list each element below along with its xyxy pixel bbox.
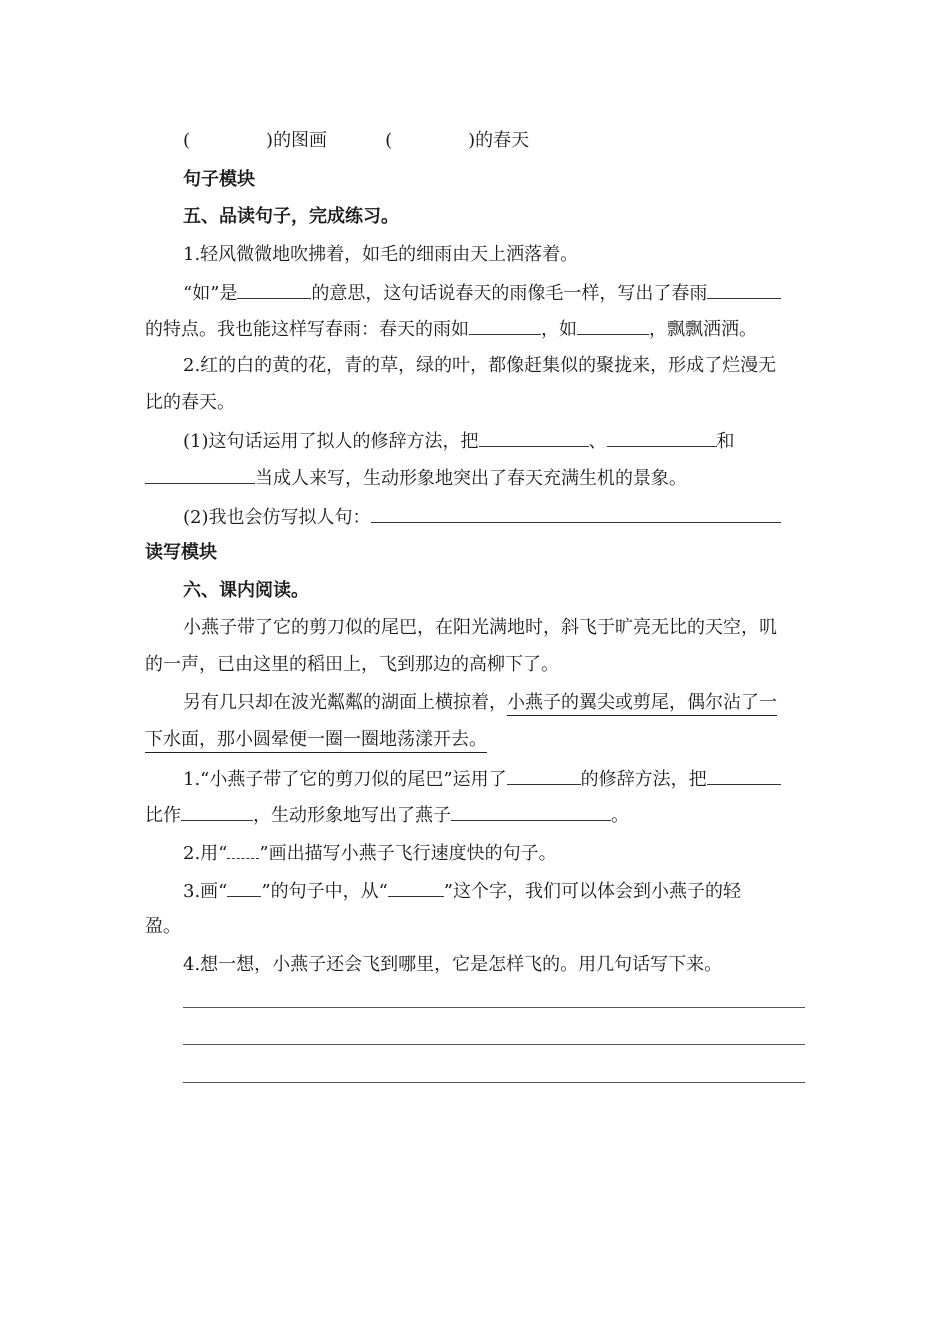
sentence-2-q1-line1	[183, 428, 810, 455]
reading-q3-line1	[183, 878, 810, 905]
underline-sample	[227, 878, 261, 897]
q-text: ，生动形象地写出了燕子	[253, 805, 451, 826]
q-text: 和	[716, 431, 735, 452]
q-text: ”的句子中，从“	[261, 881, 388, 902]
q-text: 的特点。我也能这样写春雨：春天的雨如	[145, 319, 469, 340]
writing-line[interactable]	[183, 1082, 805, 1083]
sentence-1: 1.轻风微微地吹拂着，如毛的细雨由天上洒落着。	[183, 244, 579, 265]
passage-para1-line2: 的一声，已由这里的稻田上，飞到那边的高柳下了。	[145, 654, 559, 675]
writing-line[interactable]	[183, 1007, 805, 1008]
paren-open-2: (	[385, 130, 393, 151]
answer-blank[interactable]	[145, 465, 255, 484]
sentence-1-question-line2	[145, 316, 810, 343]
answer-blank[interactable]	[507, 766, 581, 785]
answer-blank[interactable]	[479, 428, 589, 447]
q-text: 、	[588, 431, 607, 452]
q-text: ”画出描写小燕子飞行速度快的句子。	[259, 843, 557, 864]
q-text: ”这个字，我们可以体会到小燕子的轻	[443, 881, 741, 902]
sentence-2-line2: 比的春天。	[145, 392, 235, 413]
underlined-sentence: 小燕子的翼尖或剪尾，偶尔沾了一	[507, 692, 777, 716]
question-6-title: 六、课内阅读。	[183, 580, 309, 601]
answer-blank[interactable]	[388, 878, 444, 897]
answer-blank[interactable]	[451, 802, 611, 821]
q-text: 3.画“	[183, 881, 228, 902]
q-text: (2)我也会仿写拟人句：	[183, 507, 371, 528]
q-text: (1)这句话运用了拟人的修辞方法，把	[183, 431, 479, 452]
passage-para1-line1: 小燕子带了它的剪刀似的尾巴，在阳光满地时，斜飞于旷亮无比的天空，叽	[183, 617, 777, 638]
sentence-2-q2	[183, 504, 810, 531]
answer-blank[interactable]	[607, 428, 717, 447]
q-text: 1.“小燕子带了它的剪刀似的尾巴”运用了	[183, 769, 507, 790]
q-text: 的意思，这句话说春天的雨像毛一样，写出了春雨	[311, 283, 708, 304]
sentence-2-line1: 2.红的白的黄的花，青的草，绿的叶，都像赶集似的聚拢来，形成了烂漫无	[183, 355, 777, 376]
phrase-chuntian: 的春天	[475, 130, 530, 151]
q-text: 2.用“	[183, 843, 228, 864]
fill-row-top	[183, 128, 810, 154]
answer-blank[interactable]	[577, 316, 649, 335]
reading-q2	[183, 840, 810, 867]
q-text: 比作	[145, 805, 181, 826]
q-text: 的修辞方法，把	[580, 769, 707, 790]
paren-close-1: )	[266, 130, 274, 151]
answer-blank[interactable]	[237, 280, 311, 299]
question-5-title: 五、品读句子，完成练习。	[183, 206, 399, 227]
paren-close-2: )	[468, 130, 476, 151]
q-text: “如”是	[183, 283, 238, 304]
writing-line[interactable]	[183, 1044, 805, 1045]
passage-text: 另有几只却在波光粼粼的湖面上横掠着，	[183, 692, 507, 713]
section-heading-reading: 读写模块	[145, 542, 217, 563]
phrase-tuhua: 的图画	[273, 130, 328, 151]
answer-blank[interactable]	[469, 316, 541, 335]
q-text: ，飘飘洒洒。	[649, 319, 757, 340]
reading-q1-line2	[145, 802, 810, 829]
passage-para2-line1	[183, 690, 810, 716]
q-text: 当成人来写，生动形象地突出了春天充满生机的景象。	[255, 468, 687, 489]
sentence-1-question-line1	[183, 280, 810, 307]
reading-q3-line2: 盈。	[145, 916, 181, 937]
underlined-sentence: 下水面，那小圆晕便一圈一圈地荡漾开去。	[145, 729, 487, 753]
reading-q4: 4.想一想，小燕子还会飞到哪里，它是怎样飞的。用几句话写下来。	[183, 954, 723, 975]
answer-blank[interactable]	[181, 802, 253, 821]
answer-blank[interactable]	[371, 504, 781, 523]
passage-para2-line2	[145, 727, 810, 753]
wavy-line-sample	[227, 840, 259, 859]
sentence-2-q1-line2	[145, 465, 810, 492]
q-text: 。	[611, 805, 629, 826]
section-heading-sentence: 句子模块	[183, 169, 255, 190]
reading-q1-line1	[183, 766, 810, 793]
paren-open-1: (	[183, 130, 191, 151]
answer-blank[interactable]	[707, 280, 781, 299]
answer-blank[interactable]	[707, 766, 781, 785]
q-text: ，如	[541, 319, 577, 340]
